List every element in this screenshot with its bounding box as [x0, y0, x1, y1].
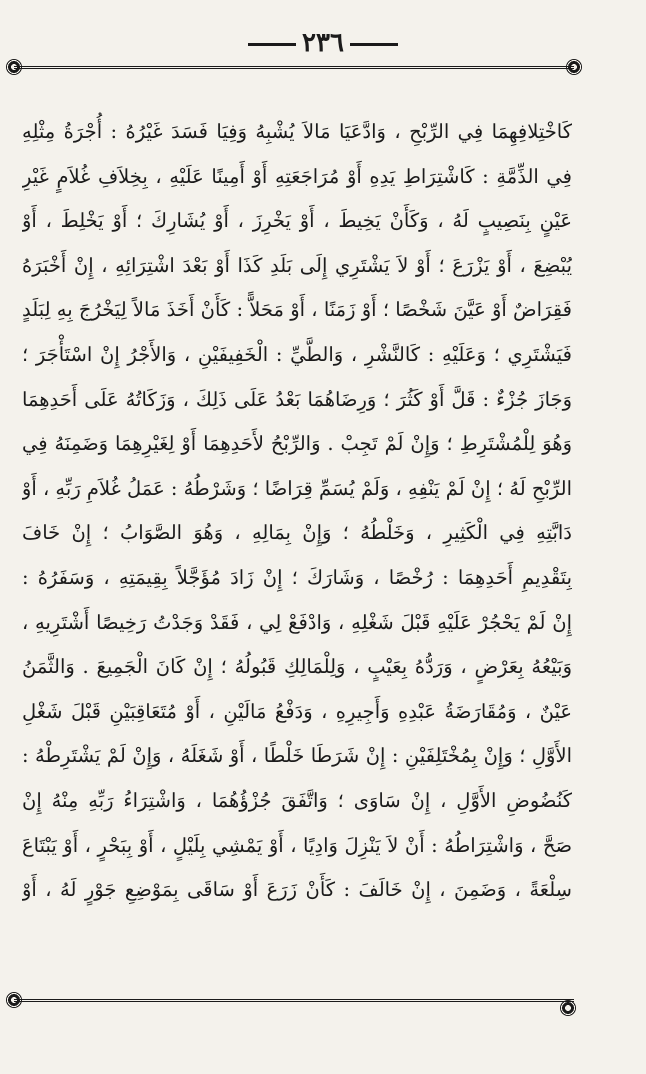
body-text	[22, 110, 572, 913]
text-line: كَاخْتِلافِهِمَا فِي الرِّبْحِ ، وَادَّعَيَا مَالاَ يُشْبِهُ وَفِيَا فَسَدَ غَيْرُهُ : أُجْرَةُ مِثْلِهِ	[22, 120, 572, 143]
text-line: صَحَّ ، وَاشْتِرَاطُهُ : أَنْ لاَ يَنْزِلَ وَادِيًا ، أَوْ يَمْشِي بِلَيْلٍ ، أَوْ بِبَحْرٍ ، أَوْ يَبْتَاعَ	[22, 833, 572, 857]
text-line: سِلْعَةً ، وَضَمِنَ ، إِنْ خَالَفَ : كَأَنْ زَرَعَ أَوْ سَاقَى بِمَوْضِعِ جَوْرٍ لَهُ ، أَوْ	[22, 878, 572, 902]
page-number-dash-left	[248, 43, 296, 46]
text-line: فِي الذِّمَّةِ : كَاشْتِرَاطِ يَدِهِ أَوْ مُرَاجَعَتِهِ أَوْ أَمِينًا عَلَيْهِ ، بِخِلاَفِ غُلاَمٍ غَيْرِ	[22, 164, 572, 188]
page-number	[0, 28, 646, 58]
text-line: وَبَيْعُهُ بِعَرْضٍ ، وَرَدُّهُ بِعَيْبٍ ، وَلِلْمَالِكِ قَبُولُهُ ؛ إِنْ كَانَ الْجَمِيعَ . وَالثَّمَنُ	[22, 655, 572, 679]
text-line: الرِّبْحِ لَهُ ؛ إِنْ لَمْ يَنْفِهِ ، وَلَمْ يُسَمِّ قِرَاضًا ؛ وَشَرْطُهُ : عَمَلُ غُلاَمِ رَبِّهِ ، أَوْ	[22, 476, 572, 500]
page-number-dash-right	[350, 43, 398, 46]
text-line: عَيْنٌ ، وَمُقَارَضَةُ عَبْدِهِ وَأَجِيرِهِ ، وَدَفْعُ مَالَيْنِ ، أَوْ مُتَعَاقِبَيْنِ قَبْلَ شَغْلِ	[22, 699, 572, 723]
page-number-text: ٢٣٦	[302, 28, 344, 58]
text-line: إِنْ لَمْ يَحْجُرْ عَلَيْهِ قَبْلَ شَغْلِهِ ، وَادْفَعْ لِي ، فَقَدْ وَجَدْتُ رَخِيصًا أَشْتَرِيهِ ،	[22, 610, 572, 634]
top-rule	[14, 66, 574, 69]
text-line: عَيْنٍ بِنَصِيبٍ لَهُ ، وَكَأَنْ يَخِيطَ ، أَوْ يَخْرِزَ ، أَوْ يُشَارِكَ ؛ أَوْ يَخْلِطَ ، أَوْ	[22, 209, 572, 233]
text-line: الأَوَّلِ ؛ وَإِنْ بِمُخْتَلِفَيْنِ : إِنْ شَرَطَا خَلْطًا ، أَوْ شَغَلَهُ ، وَإِنْ لَمْ يَشْتَرِطْهُ :	[22, 744, 572, 768]
text-line: فَيَشْتَرِي ؛ وَعَلَيْهِ : كَالنَّشْرِ ، وَالطَّيِّ : الْخَفِيفَيْنِ ، وَالأَجْرُ إِنْ اسْتَأْجَرَ ؛	[22, 342, 572, 366]
bottom-rule	[14, 999, 574, 1002]
text-line: فَقِرَاضٌ أَوْ عَيَّنَ شَخْصًا ؛ أَوْ زَمَنًا ، أَوْ مَحَلاًّ : كَأَنْ أَخَذَ مَالاً لِيَخْرُجَ بِهِ لِبَلَدٍ	[22, 298, 572, 322]
text-line: وَهُوَ لِلْمُشْتَرِطِ ؛ وَإِنْ لَمْ تَجِبْ . وَالرِّبْحُ لأَحَدِهِمَا أَوْ لِغَيْرِهِمَا وَضَمِنَهُ فِي	[22, 432, 572, 456]
text-line: يُبْضِعَ ، أَوْ يَزْرَعَ ؛ أَوْ لاَ يَشْتَرِي إِلَى بَلَدِ كَذَا أَوْ بَعْدَ اشْتِرَائِهِ ، إِنْ أَخْبَرَهُ	[22, 253, 572, 277]
text-line: دَابَّتِهِ فِي الْكَثِيرِ ، وَخَلْطُهُ ؛ وَإِنْ بِمَالِهِ ، وَهُوَ الصَّوَابُ ؛ إِنْ خَافَ	[22, 521, 572, 545]
corner-ornament-icon	[560, 1000, 576, 1016]
text-line: كَنُضُوضِ الأَوَّلِ ، إِنْ سَاوَى ؛ وَاتَّفَقَ جُزْؤُهُمَا ، وَاشْتِرَاءُ رَبِّهِ مِنْهُ إِنْ	[22, 788, 572, 812]
text-line: بِتَقْدِيمِ أَحَدِهِمَا : رُخْصًا ، وَشَارَكَ ؛ إِنْ زَادَ مُؤَجَّلاً بِقِيمَتِهِ ، وَسَفَرُهُ :	[22, 565, 572, 589]
text-line: وَجَازَ جُزْءٌ : قَلَّ أَوْ كَثُرَ ؛ وَرِضَاهُمَا بَعْدُ عَلَى ذَلِكَ ، وَزَكَاتُهُ عَلَى أَحَدِهِمَا	[22, 387, 572, 411]
